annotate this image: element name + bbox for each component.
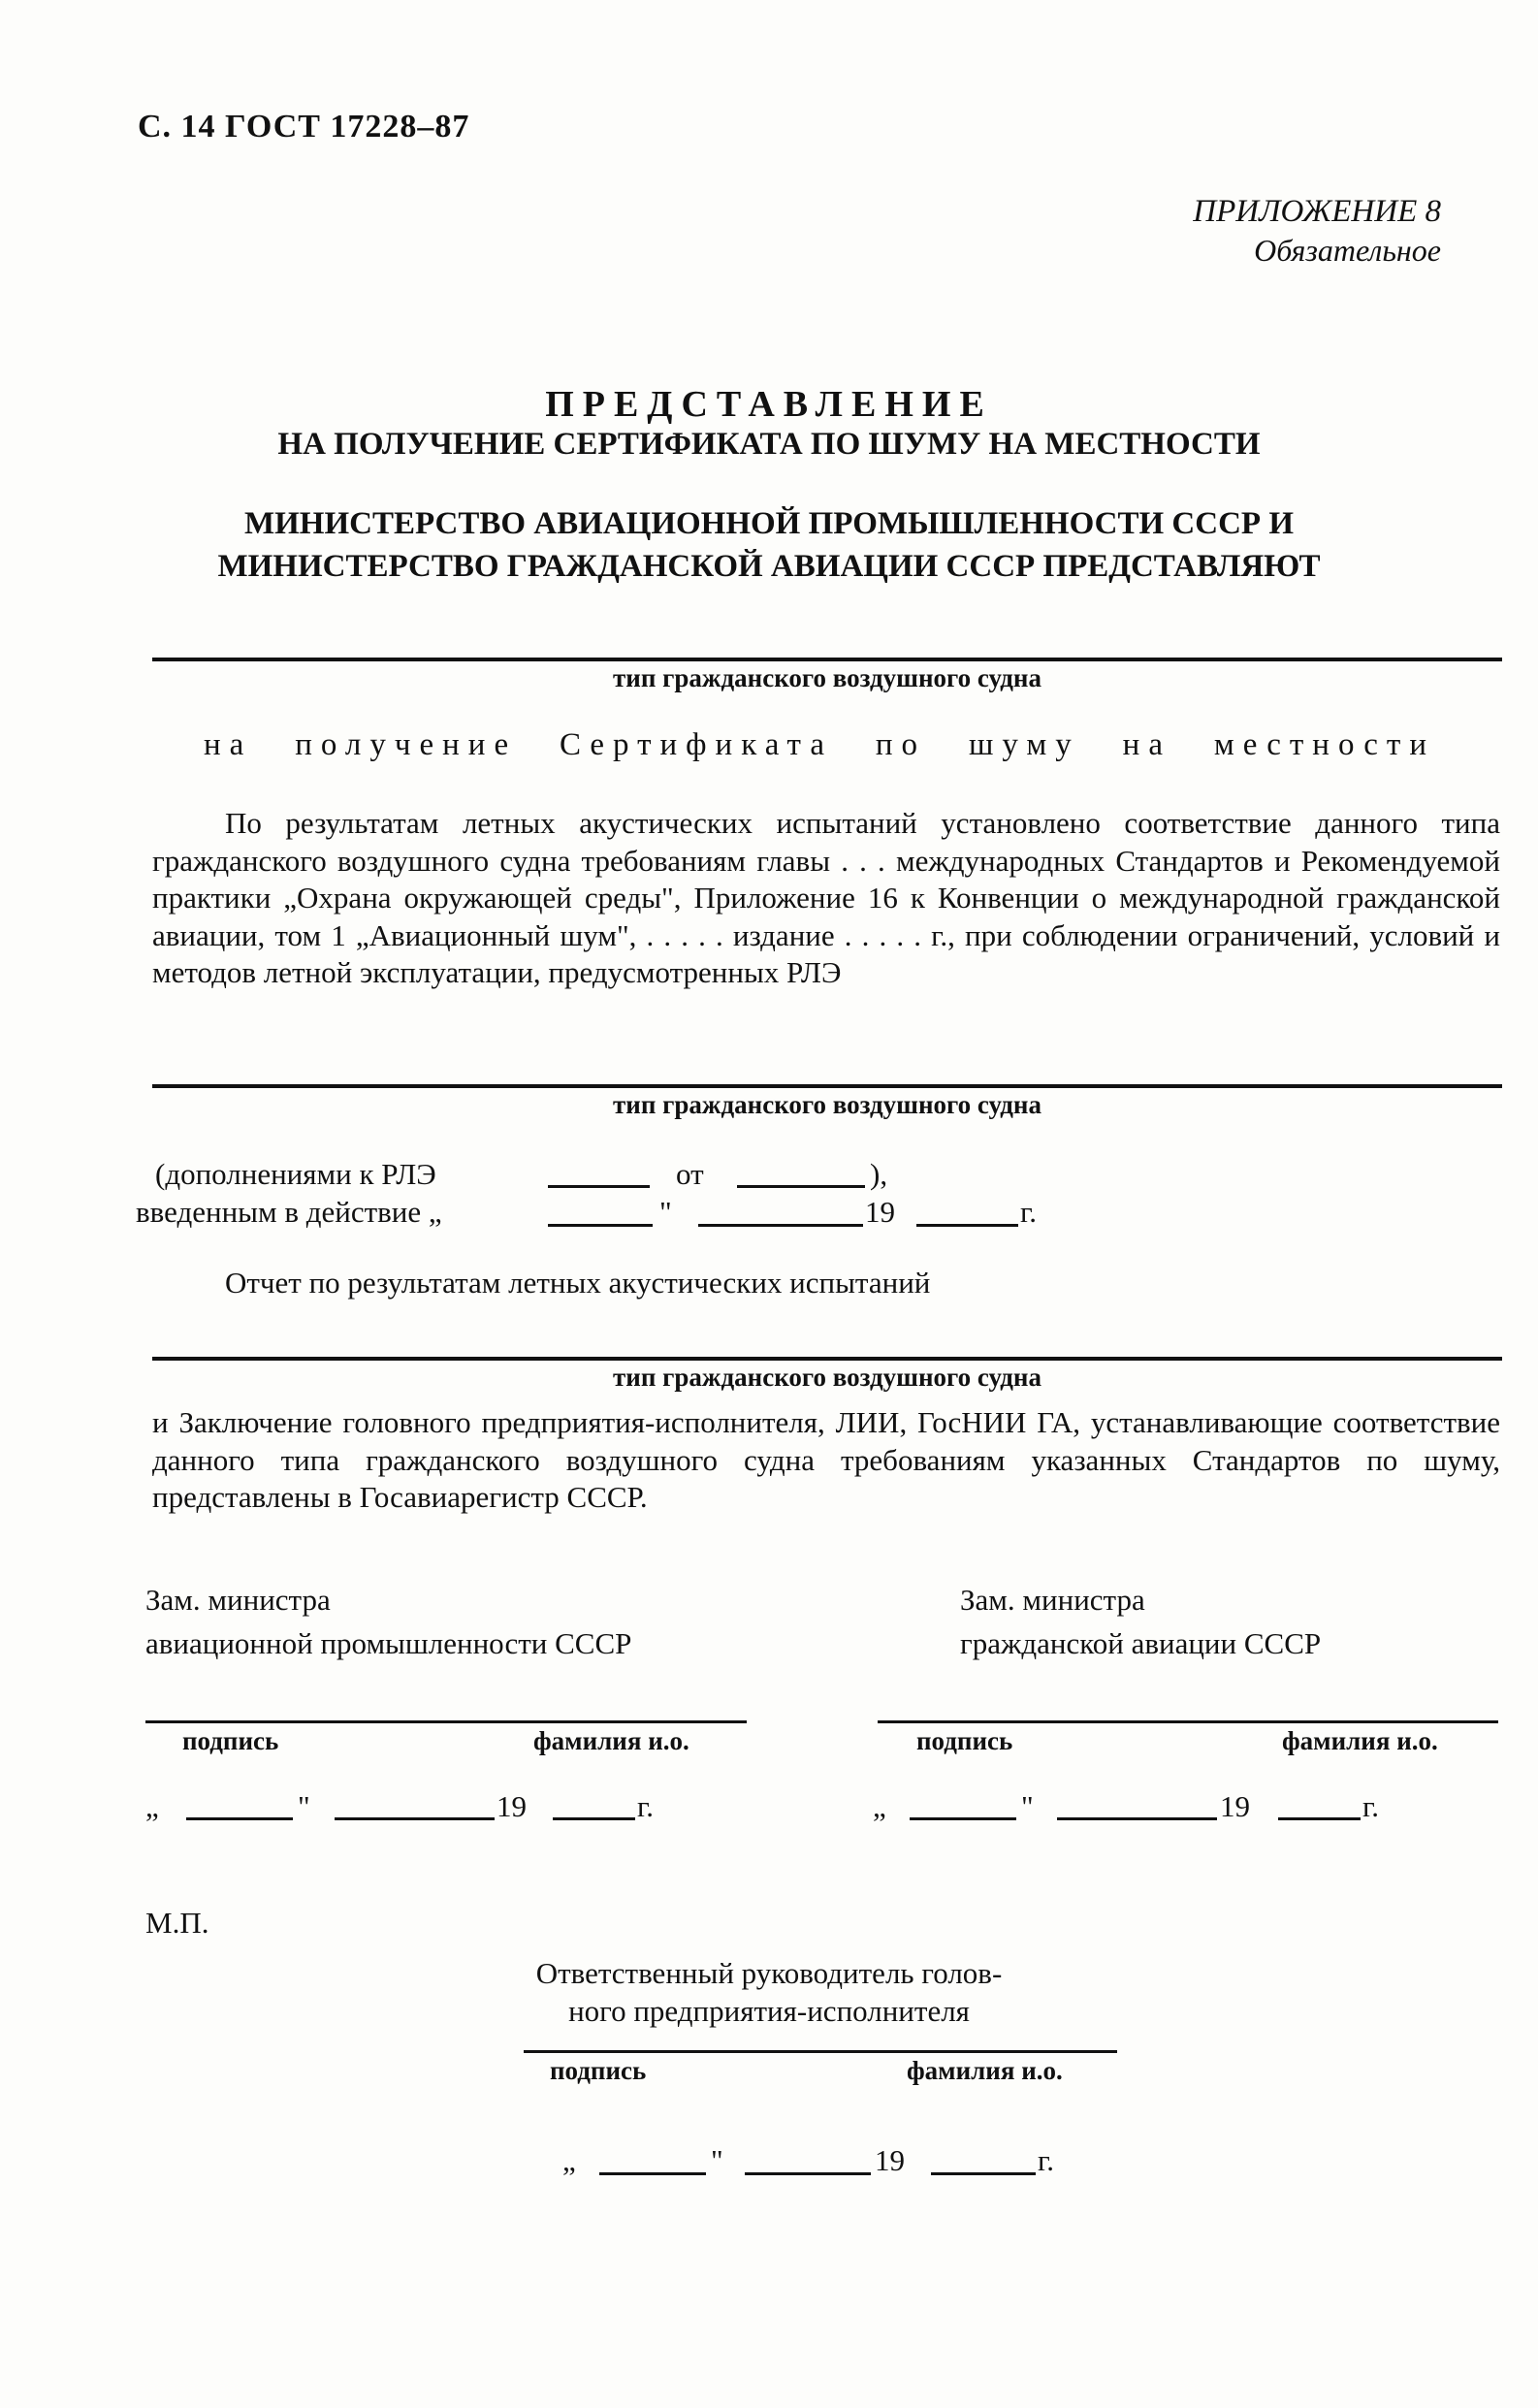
spaced-word: на: [1122, 727, 1171, 762]
left-date-g: г.: [637, 1789, 654, 1823]
responsible-date-month-field[interactable]: [745, 2172, 871, 2175]
responsible-date-year-field[interactable]: [931, 2172, 1036, 2175]
spaced-word: шуму: [968, 727, 1080, 762]
aircraft-type-field-3[interactable]: [152, 1357, 1502, 1361]
responsible-date-open: „: [562, 2143, 576, 2177]
right-date-month-field[interactable]: [1057, 1817, 1217, 1820]
left-date-month-field[interactable]: [335, 1817, 495, 1820]
effective-day-field[interactable]: [548, 1224, 653, 1227]
conclusion-paragraph: [152, 1404, 1500, 1517]
responsible-date-day-field[interactable]: [599, 2172, 706, 2175]
ministries-line-1: МИНИСТЕРСТВО АВИАЦИОННОЙ ПРОМЫШЛЕННОСТИ СССР И: [243, 506, 1295, 541]
appendix-title: ПРИЛОЖЕНИЕ 8: [1193, 194, 1441, 229]
effective-year-prefix: 19: [865, 1195, 895, 1229]
right-date-year-field[interactable]: [1278, 1817, 1361, 1820]
effective-quote: ": [659, 1195, 672, 1229]
right-signatory-org: гражданской авиации СССР: [960, 1626, 1322, 1660]
right-date-year-prefix: 19: [1220, 1789, 1250, 1823]
left-date-quote: ": [298, 1789, 310, 1823]
right-date-open: „: [873, 1789, 886, 1823]
paragraph-text: и Заключение головного предприятия-исполнителя, ЛИИ, ГосНИИ ГА, устанавливающие соответствие данного типа гражданского воздушного судна требованиям указанных Стандартов по шуму, представлены в Госавиарегистр СССР.: [152, 1405, 1500, 1514]
left-signatory-org: авиационной промышленности СССР: [145, 1626, 632, 1660]
left-date-year-field[interactable]: [553, 1817, 635, 1820]
spaced-word: на: [204, 727, 253, 762]
supplement-number-field[interactable]: [548, 1185, 650, 1188]
right-signatory-title: Зам. министра: [960, 1583, 1145, 1617]
effective-year-field[interactable]: [916, 1224, 1018, 1227]
left-signature-label: подпись: [182, 1726, 279, 1755]
doc-title: ПРЕДСТАВЛЕНИЕ: [545, 384, 993, 425]
right-signature-field[interactable]: [878, 1720, 1498, 1723]
ministries-line-2: МИНИСТЕРСТВО ГРАЖДАНСКОЙ АВИАЦИИ СССР ПРЕДСТАВЛЯЮТ: [217, 549, 1321, 584]
supplement-date-field[interactable]: [737, 1185, 865, 1188]
spaced-word: Сертификата: [559, 727, 834, 762]
left-signatory-title: Зам. министра: [145, 1583, 331, 1617]
paragraph-text: По результатам летных акустических испытаний установлено соответствие данного типа гражданского воздушного судна требованиям главы . . . международных Стандартов и Рекомендуемой практики „Охрана окружающей среды", Приложение 16 к Конвенции о международной гражданской авиации, том 1 „Авиационный шум", . . . . . издание . . . . . г., при соблюдении ограничений, условий и методов летной эксплуатации, предусмотренных РЛЭ: [152, 806, 1500, 989]
left-date-year-prefix: 19: [497, 1789, 527, 1823]
certification-paragraph: [152, 805, 1500, 992]
page-header: С. 14 ГОСТ 17228–87: [138, 109, 470, 144]
responsible-signature-field[interactable]: [524, 2050, 1117, 2053]
left-signature-field[interactable]: [145, 1720, 747, 1723]
right-signature-label: подпись: [916, 1726, 1013, 1755]
left-date-open: „: [145, 1789, 159, 1823]
report-line: Отчет по результатам летных акустических испытаний: [225, 1266, 931, 1300]
responsible-date-year-prefix: 19: [875, 2143, 905, 2177]
spaced-word: получение: [295, 727, 518, 762]
right-date-day-field[interactable]: [910, 1817, 1016, 1820]
supplement-close: ),: [870, 1157, 888, 1191]
responsible-name-label: фамилия и.о.: [907, 2056, 1063, 2085]
spaced-purpose-line: [204, 727, 1435, 763]
spaced-word: по: [875, 727, 927, 762]
responsible-signature-label: подпись: [550, 2056, 647, 2085]
left-date-day-field[interactable]: [186, 1817, 293, 1820]
responsible-title-2: ного предприятия-исполнителя: [568, 1994, 970, 2028]
stamp-place: М.П.: [145, 1906, 209, 1940]
doc-subtitle: НА ПОЛУЧЕНИЕ СЕРТИФИКАТА ПО ШУМУ НА МЕСТНОСТИ: [277, 427, 1261, 462]
effective-month-field[interactable]: [698, 1224, 863, 1227]
supplements-label: (дополнениями к РЛЭ: [155, 1157, 436, 1191]
aircraft-type-caption-1: тип гражданского воздушного судна: [613, 663, 1041, 692]
aircraft-type-field-1[interactable]: [152, 658, 1502, 661]
appendix-subtitle: Обязательное: [1254, 233, 1441, 268]
right-date-quote: ": [1021, 1789, 1034, 1823]
responsible-date-quote: ": [711, 2143, 723, 2177]
aircraft-type-field-2[interactable]: [152, 1084, 1502, 1088]
right-name-label: фамилия и.о.: [1282, 1726, 1438, 1755]
effective-g: г.: [1020, 1195, 1037, 1229]
responsible-date-g: г.: [1038, 2143, 1054, 2177]
aircraft-type-caption-2: тип гражданского воздушного судна: [613, 1090, 1041, 1119]
aircraft-type-caption-3: тип гражданского воздушного судна: [613, 1363, 1041, 1392]
spaced-word: местности: [1213, 727, 1435, 762]
right-date-g: г.: [1362, 1789, 1379, 1823]
left-name-label: фамилия и.о.: [533, 1726, 689, 1755]
supplement-from-label: от: [676, 1157, 704, 1191]
effective-label: введенным в действие „: [136, 1195, 442, 1229]
responsible-title-1: Ответственный руководитель голов-: [535, 1956, 1003, 1990]
